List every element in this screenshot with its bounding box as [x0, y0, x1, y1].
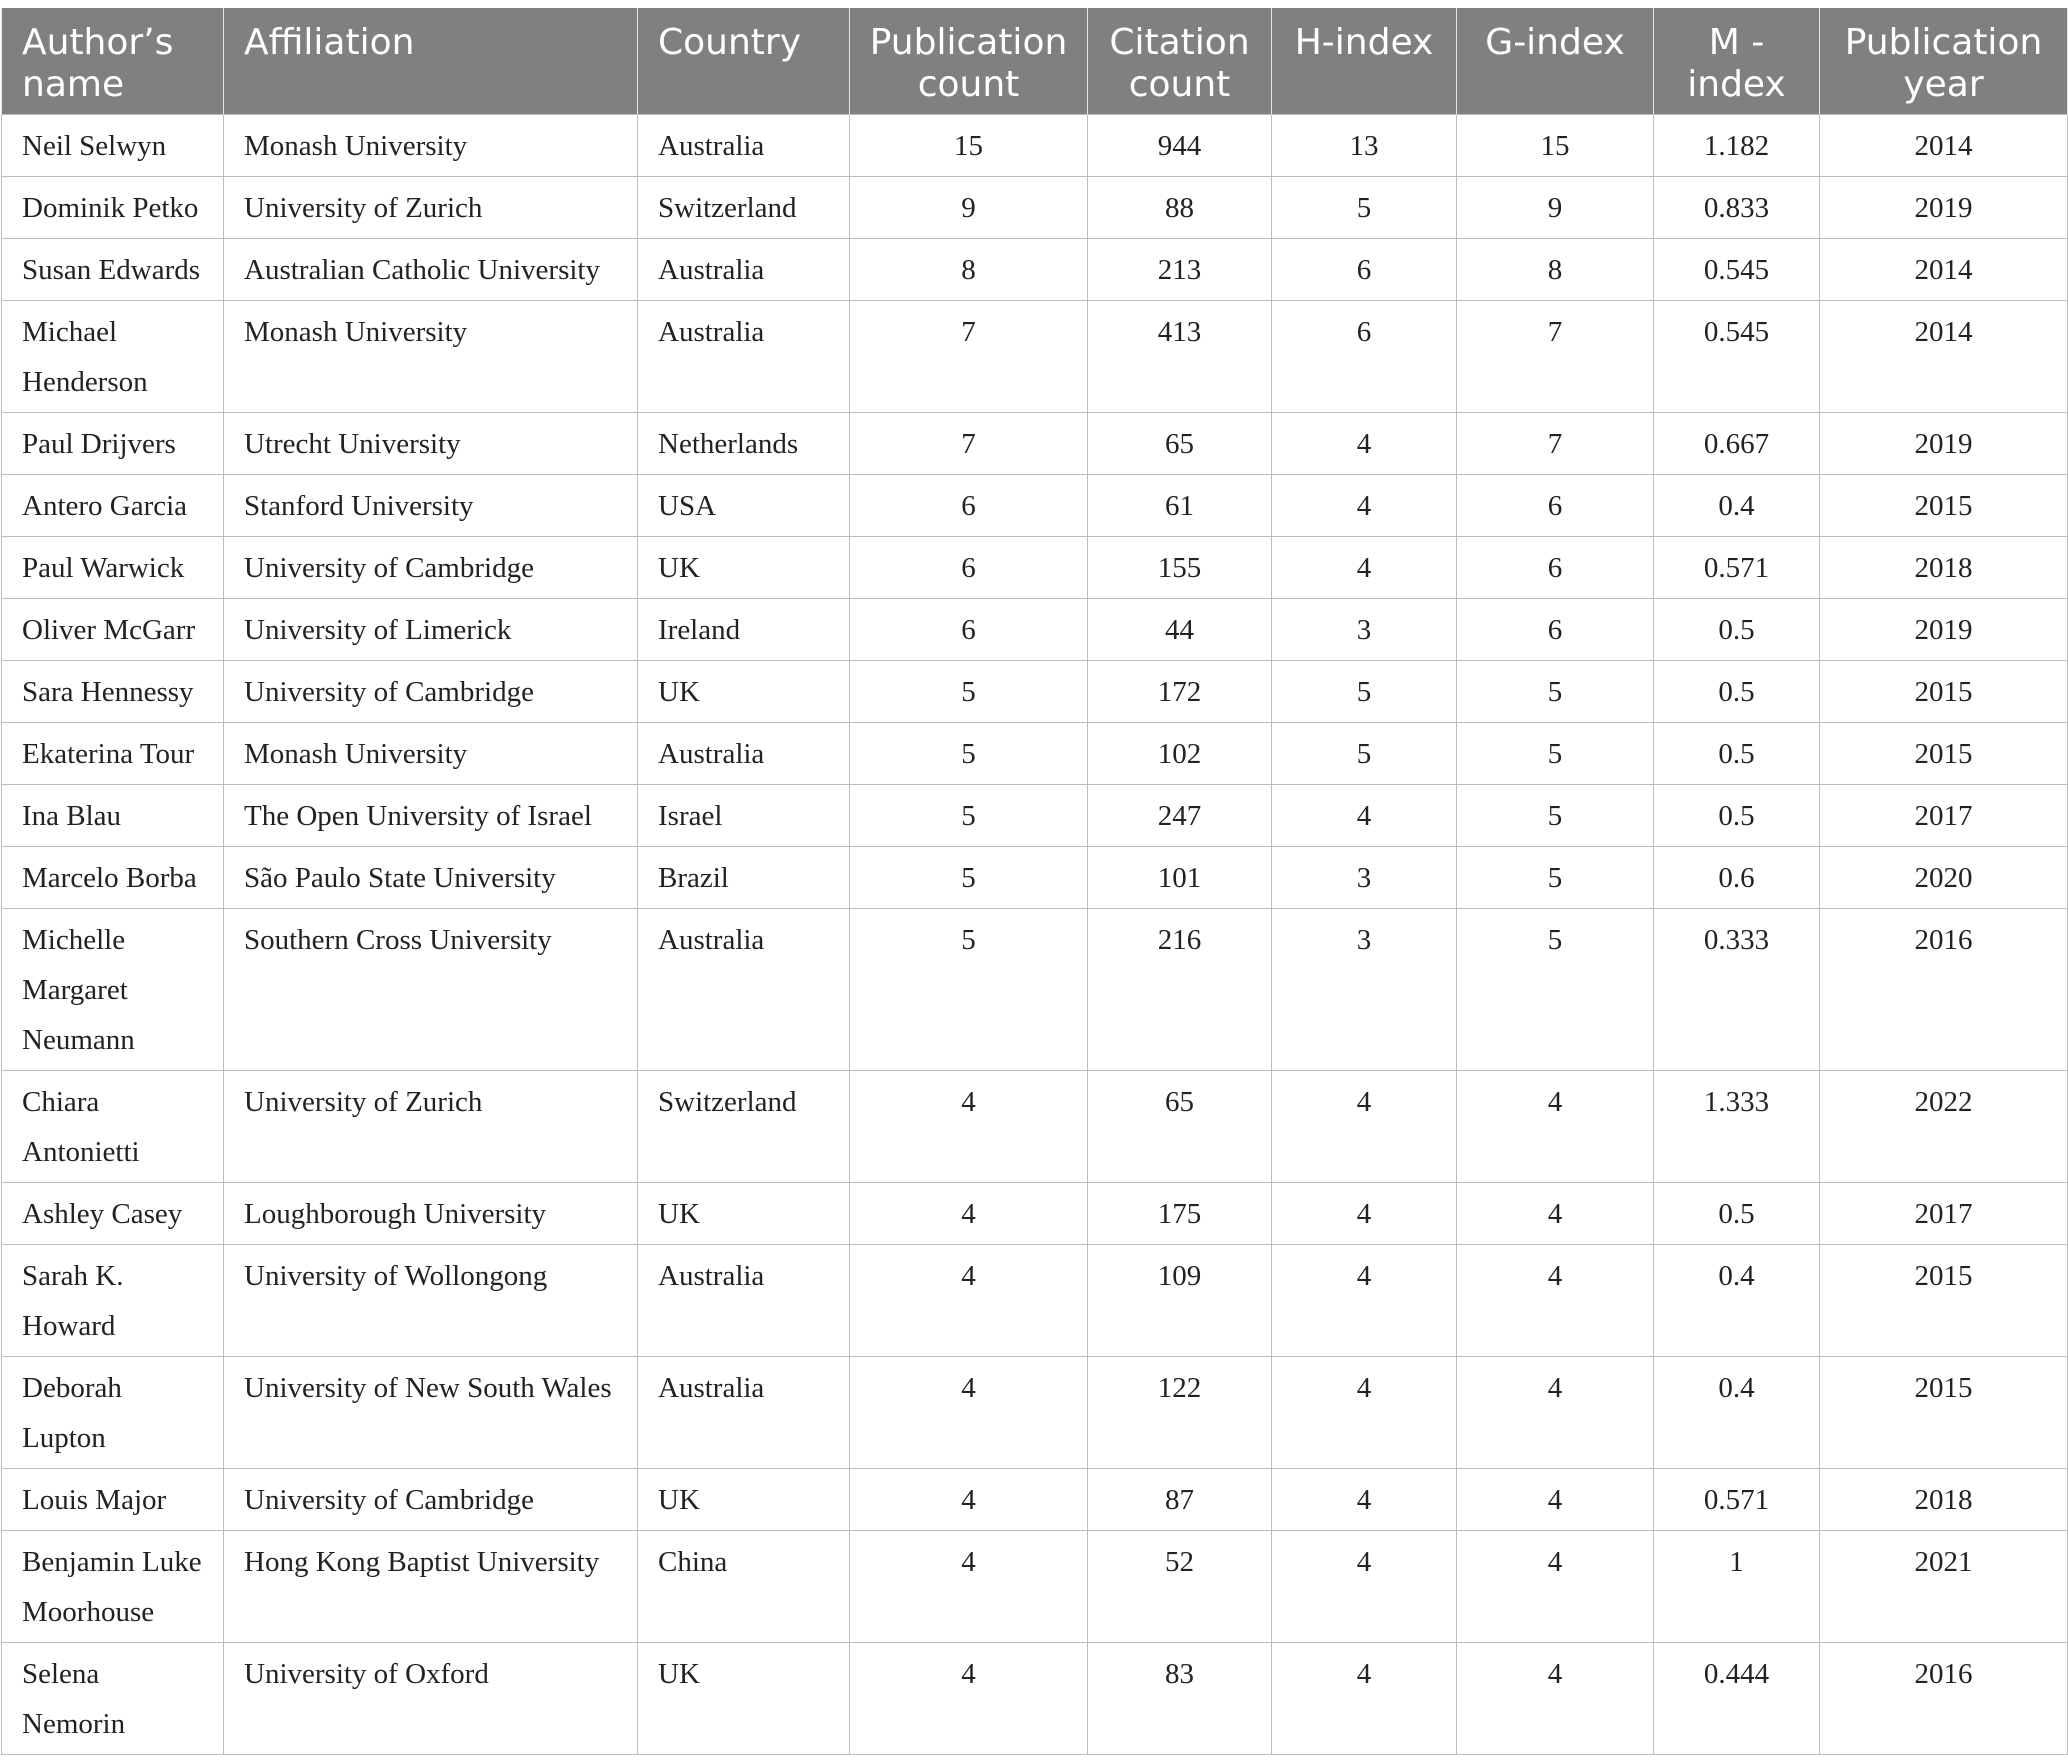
- cell-publication-year: 2017: [1820, 785, 2068, 847]
- cell-publication-count: 5: [850, 847, 1088, 909]
- cell-publication-count: 4: [850, 1531, 1088, 1643]
- cell-affiliation: Southern Cross University: [224, 909, 638, 1071]
- table-row: [2, 1183, 2068, 1245]
- cell-m-index: 0.4: [1654, 475, 1820, 537]
- cell-citation-count: 172: [1088, 661, 1272, 723]
- cell-m-index: 0.571: [1654, 537, 1820, 599]
- cell-publication-year: 2019: [1820, 413, 2068, 475]
- cell-publication-year: 2021: [1820, 1531, 2068, 1643]
- cell-author-name: Oliver McGarr: [2, 599, 224, 661]
- author-table-container: [0, 8, 2068, 1755]
- cell-g-index: 5: [1457, 909, 1654, 1071]
- cell-country: UK: [638, 1643, 850, 1755]
- cell-m-index: 0.333: [1654, 909, 1820, 1071]
- cell-citation-count: 65: [1088, 413, 1272, 475]
- table-row: [2, 785, 2068, 847]
- cell-h-index: 4: [1272, 1469, 1457, 1531]
- cell-publication-count: 7: [850, 301, 1088, 413]
- cell-country: Australia: [638, 909, 850, 1071]
- cell-country: Australia: [638, 301, 850, 413]
- cell-g-index: 4: [1457, 1531, 1654, 1643]
- cell-citation-count: 216: [1088, 909, 1272, 1071]
- cell-h-index: 4: [1272, 1357, 1457, 1469]
- header-m-index: M -index: [1654, 8, 1820, 115]
- table-body: [2, 115, 2068, 1755]
- table-row: [2, 599, 2068, 661]
- cell-m-index: 0.4: [1654, 1245, 1820, 1357]
- cell-citation-count: 213: [1088, 239, 1272, 301]
- cell-citation-count: 102: [1088, 723, 1272, 785]
- cell-publication-year: 2015: [1820, 661, 2068, 723]
- cell-g-index: 6: [1457, 599, 1654, 661]
- cell-affiliation: Monash University: [224, 301, 638, 413]
- cell-publication-count: 6: [850, 475, 1088, 537]
- cell-author-name: Sarah K. Howard: [2, 1245, 224, 1357]
- cell-country: Netherlands: [638, 413, 850, 475]
- cell-country: Australia: [638, 115, 850, 177]
- cell-h-index: 6: [1272, 239, 1457, 301]
- cell-h-index: 4: [1272, 537, 1457, 599]
- cell-affiliation: University of New South Wales: [224, 1357, 638, 1469]
- cell-citation-count: 101: [1088, 847, 1272, 909]
- cell-h-index: 6: [1272, 301, 1457, 413]
- cell-g-index: 4: [1457, 1357, 1654, 1469]
- cell-citation-count: 247: [1088, 785, 1272, 847]
- cell-country: UK: [638, 1183, 850, 1245]
- cell-h-index: 4: [1272, 413, 1457, 475]
- table-row: [2, 413, 2068, 475]
- cell-g-index: 5: [1457, 847, 1654, 909]
- cell-publication-year: 2015: [1820, 475, 2068, 537]
- cell-h-index: 3: [1272, 847, 1457, 909]
- cell-citation-count: 122: [1088, 1357, 1272, 1469]
- header-citation-count: Citation count: [1088, 8, 1272, 115]
- cell-g-index: 6: [1457, 537, 1654, 599]
- table-row: [2, 1531, 2068, 1643]
- cell-publication-year: 2015: [1820, 1245, 2068, 1357]
- cell-publication-year: 2022: [1820, 1071, 2068, 1183]
- cell-publication-year: 2014: [1820, 115, 2068, 177]
- header-author-name: Author’s name: [2, 8, 224, 115]
- cell-m-index: 0.5: [1654, 785, 1820, 847]
- table-row: [2, 1643, 2068, 1755]
- cell-m-index: 0.6: [1654, 847, 1820, 909]
- cell-publication-count: 6: [850, 599, 1088, 661]
- cell-affiliation: Monash University: [224, 723, 638, 785]
- table-row: [2, 301, 2068, 413]
- cell-publication-year: 2015: [1820, 723, 2068, 785]
- cell-m-index: 0.5: [1654, 661, 1820, 723]
- header-country: Country: [638, 8, 850, 115]
- cell-publication-year: 2019: [1820, 177, 2068, 239]
- table-row: [2, 239, 2068, 301]
- cell-publication-count: 5: [850, 909, 1088, 1071]
- cell-publication-count: 4: [850, 1643, 1088, 1755]
- cell-citation-count: 65: [1088, 1071, 1272, 1183]
- cell-m-index: 0.5: [1654, 599, 1820, 661]
- cell-h-index: 4: [1272, 785, 1457, 847]
- cell-author-name: Marcelo Borba: [2, 847, 224, 909]
- cell-affiliation: University of Zurich: [224, 1071, 638, 1183]
- cell-publication-count: 15: [850, 115, 1088, 177]
- table-row: [2, 1071, 2068, 1183]
- cell-country: Israel: [638, 785, 850, 847]
- cell-affiliation: Australian Catholic University: [224, 239, 638, 301]
- cell-publication-count: 7: [850, 413, 1088, 475]
- cell-g-index: 7: [1457, 301, 1654, 413]
- cell-affiliation: University of Limerick: [224, 599, 638, 661]
- cell-publication-count: 4: [850, 1245, 1088, 1357]
- cell-country: Switzerland: [638, 1071, 850, 1183]
- cell-publication-count: 8: [850, 239, 1088, 301]
- header-g-index: G-index: [1457, 8, 1654, 115]
- cell-author-name: Michael Henderson: [2, 301, 224, 413]
- table-row: [2, 177, 2068, 239]
- cell-publication-count: 5: [850, 661, 1088, 723]
- cell-author-name: Chiara Antonietti: [2, 1071, 224, 1183]
- cell-g-index: 4: [1457, 1183, 1654, 1245]
- cell-g-index: 5: [1457, 785, 1654, 847]
- cell-h-index: 5: [1272, 723, 1457, 785]
- cell-country: Australia: [638, 239, 850, 301]
- cell-m-index: 0.5: [1654, 723, 1820, 785]
- cell-affiliation: University of Cambridge: [224, 1469, 638, 1531]
- cell-author-name: Antero Garcia: [2, 475, 224, 537]
- cell-publication-year: 2017: [1820, 1183, 2068, 1245]
- cell-author-name: Deborah Lupton: [2, 1357, 224, 1469]
- cell-h-index: 4: [1272, 1183, 1457, 1245]
- cell-author-name: Paul Warwick: [2, 537, 224, 599]
- cell-affiliation: Monash University: [224, 115, 638, 177]
- cell-author-name: Susan Edwards: [2, 239, 224, 301]
- cell-m-index: 0.833: [1654, 177, 1820, 239]
- cell-citation-count: 175: [1088, 1183, 1272, 1245]
- cell-affiliation: University of Zurich: [224, 177, 638, 239]
- cell-author-name: Neil Selwyn: [2, 115, 224, 177]
- cell-h-index: 4: [1272, 1531, 1457, 1643]
- cell-publication-year: 2014: [1820, 301, 2068, 413]
- cell-citation-count: 83: [1088, 1643, 1272, 1755]
- cell-publication-year: 2018: [1820, 1469, 2068, 1531]
- cell-author-name: Ashley Casey: [2, 1183, 224, 1245]
- cell-country: UK: [638, 661, 850, 723]
- cell-citation-count: 944: [1088, 115, 1272, 177]
- header-publication-year: Publication year: [1820, 8, 2068, 115]
- cell-affiliation: University of Cambridge: [224, 537, 638, 599]
- cell-g-index: 4: [1457, 1643, 1654, 1755]
- table-row: [2, 661, 2068, 723]
- cell-publication-year: 2014: [1820, 239, 2068, 301]
- cell-publication-year: 2016: [1820, 1643, 2068, 1755]
- cell-citation-count: 52: [1088, 1531, 1272, 1643]
- cell-author-name: Dominik Petko: [2, 177, 224, 239]
- cell-publication-count: 6: [850, 537, 1088, 599]
- cell-country: UK: [638, 1469, 850, 1531]
- cell-country: China: [638, 1531, 850, 1643]
- cell-affiliation: University of Cambridge: [224, 661, 638, 723]
- cell-h-index: 4: [1272, 1071, 1457, 1183]
- cell-publication-count: 4: [850, 1071, 1088, 1183]
- cell-publication-count: 4: [850, 1357, 1088, 1469]
- cell-m-index: 0.545: [1654, 301, 1820, 413]
- table-row: [2, 475, 2068, 537]
- table-row: [2, 723, 2068, 785]
- cell-g-index: 7: [1457, 413, 1654, 475]
- cell-m-index: 0.4: [1654, 1357, 1820, 1469]
- cell-citation-count: 155: [1088, 537, 1272, 599]
- cell-publication-year: 2015: [1820, 1357, 2068, 1469]
- header-affiliation: Affiliation: [224, 8, 638, 115]
- cell-publication-year: 2020: [1820, 847, 2068, 909]
- cell-m-index: 1: [1654, 1531, 1820, 1643]
- cell-h-index: 3: [1272, 909, 1457, 1071]
- cell-g-index: 8: [1457, 239, 1654, 301]
- cell-publication-count: 5: [850, 723, 1088, 785]
- cell-g-index: 4: [1457, 1469, 1654, 1531]
- cell-m-index: 0.545: [1654, 239, 1820, 301]
- cell-author-name: Benjamin Luke Moorhouse: [2, 1531, 224, 1643]
- cell-g-index: 5: [1457, 723, 1654, 785]
- cell-author-name: Sara Hennessy: [2, 661, 224, 723]
- table-row: [2, 537, 2068, 599]
- cell-author-name: Ekaterina Tour: [2, 723, 224, 785]
- cell-affiliation: The Open University of Israel: [224, 785, 638, 847]
- table-row: [2, 847, 2068, 909]
- cell-author-name: Michelle Margaret Neumann: [2, 909, 224, 1071]
- cell-h-index: 5: [1272, 661, 1457, 723]
- cell-author-name: Paul Drijvers: [2, 413, 224, 475]
- cell-h-index: 13: [1272, 115, 1457, 177]
- cell-country: Ireland: [638, 599, 850, 661]
- cell-m-index: 0.667: [1654, 413, 1820, 475]
- cell-country: USA: [638, 475, 850, 537]
- cell-publication-year: 2019: [1820, 599, 2068, 661]
- table-row: [2, 1469, 2068, 1531]
- cell-citation-count: 44: [1088, 599, 1272, 661]
- cell-h-index: 4: [1272, 1245, 1457, 1357]
- header-h-index: H-index: [1272, 8, 1457, 115]
- cell-country: Switzerland: [638, 177, 850, 239]
- cell-publication-count: 9: [850, 177, 1088, 239]
- cell-h-index: 5: [1272, 177, 1457, 239]
- cell-country: UK: [638, 537, 850, 599]
- header-publication-count: Publication count: [850, 8, 1088, 115]
- cell-publication-year: 2016: [1820, 909, 2068, 1071]
- cell-h-index: 3: [1272, 599, 1457, 661]
- cell-citation-count: 87: [1088, 1469, 1272, 1531]
- author-metrics-table: [1, 8, 2068, 1755]
- table-row: [2, 909, 2068, 1071]
- cell-country: Australia: [638, 1357, 850, 1469]
- cell-h-index: 4: [1272, 475, 1457, 537]
- cell-affiliation: Stanford University: [224, 475, 638, 537]
- cell-affiliation: Utrecht University: [224, 413, 638, 475]
- cell-affiliation: University of Wollongong: [224, 1245, 638, 1357]
- cell-author-name: Ina Blau: [2, 785, 224, 847]
- cell-author-name: Louis Major: [2, 1469, 224, 1531]
- cell-publication-count: 4: [850, 1469, 1088, 1531]
- cell-affiliation: Loughborough University: [224, 1183, 638, 1245]
- cell-m-index: 0.444: [1654, 1643, 1820, 1755]
- cell-g-index: 4: [1457, 1245, 1654, 1357]
- cell-affiliation: Hong Kong Baptist University: [224, 1531, 638, 1643]
- table-row: [2, 1245, 2068, 1357]
- cell-g-index: 9: [1457, 177, 1654, 239]
- table-row: [2, 115, 2068, 177]
- cell-country: Australia: [638, 1245, 850, 1357]
- cell-publication-count: 5: [850, 785, 1088, 847]
- cell-g-index: 4: [1457, 1071, 1654, 1183]
- cell-citation-count: 109: [1088, 1245, 1272, 1357]
- cell-affiliation: University of Oxford: [224, 1643, 638, 1755]
- cell-m-index: 0.571: [1654, 1469, 1820, 1531]
- table-header: [2, 8, 2068, 115]
- cell-publication-count: 4: [850, 1183, 1088, 1245]
- cell-g-index: 5: [1457, 661, 1654, 723]
- cell-citation-count: 61: [1088, 475, 1272, 537]
- cell-citation-count: 88: [1088, 177, 1272, 239]
- cell-publication-year: 2018: [1820, 537, 2068, 599]
- cell-g-index: 15: [1457, 115, 1654, 177]
- cell-country: Australia: [638, 723, 850, 785]
- cell-m-index: 1.333: [1654, 1071, 1820, 1183]
- cell-country: Brazil: [638, 847, 850, 909]
- cell-m-index: 0.5: [1654, 1183, 1820, 1245]
- cell-affiliation: São Paulo State University: [224, 847, 638, 909]
- cell-h-index: 4: [1272, 1643, 1457, 1755]
- cell-author-name: Selena Nemorin: [2, 1643, 224, 1755]
- cell-g-index: 6: [1457, 475, 1654, 537]
- cell-m-index: 1.182: [1654, 115, 1820, 177]
- cell-citation-count: 413: [1088, 301, 1272, 413]
- table-row: [2, 1357, 2068, 1469]
